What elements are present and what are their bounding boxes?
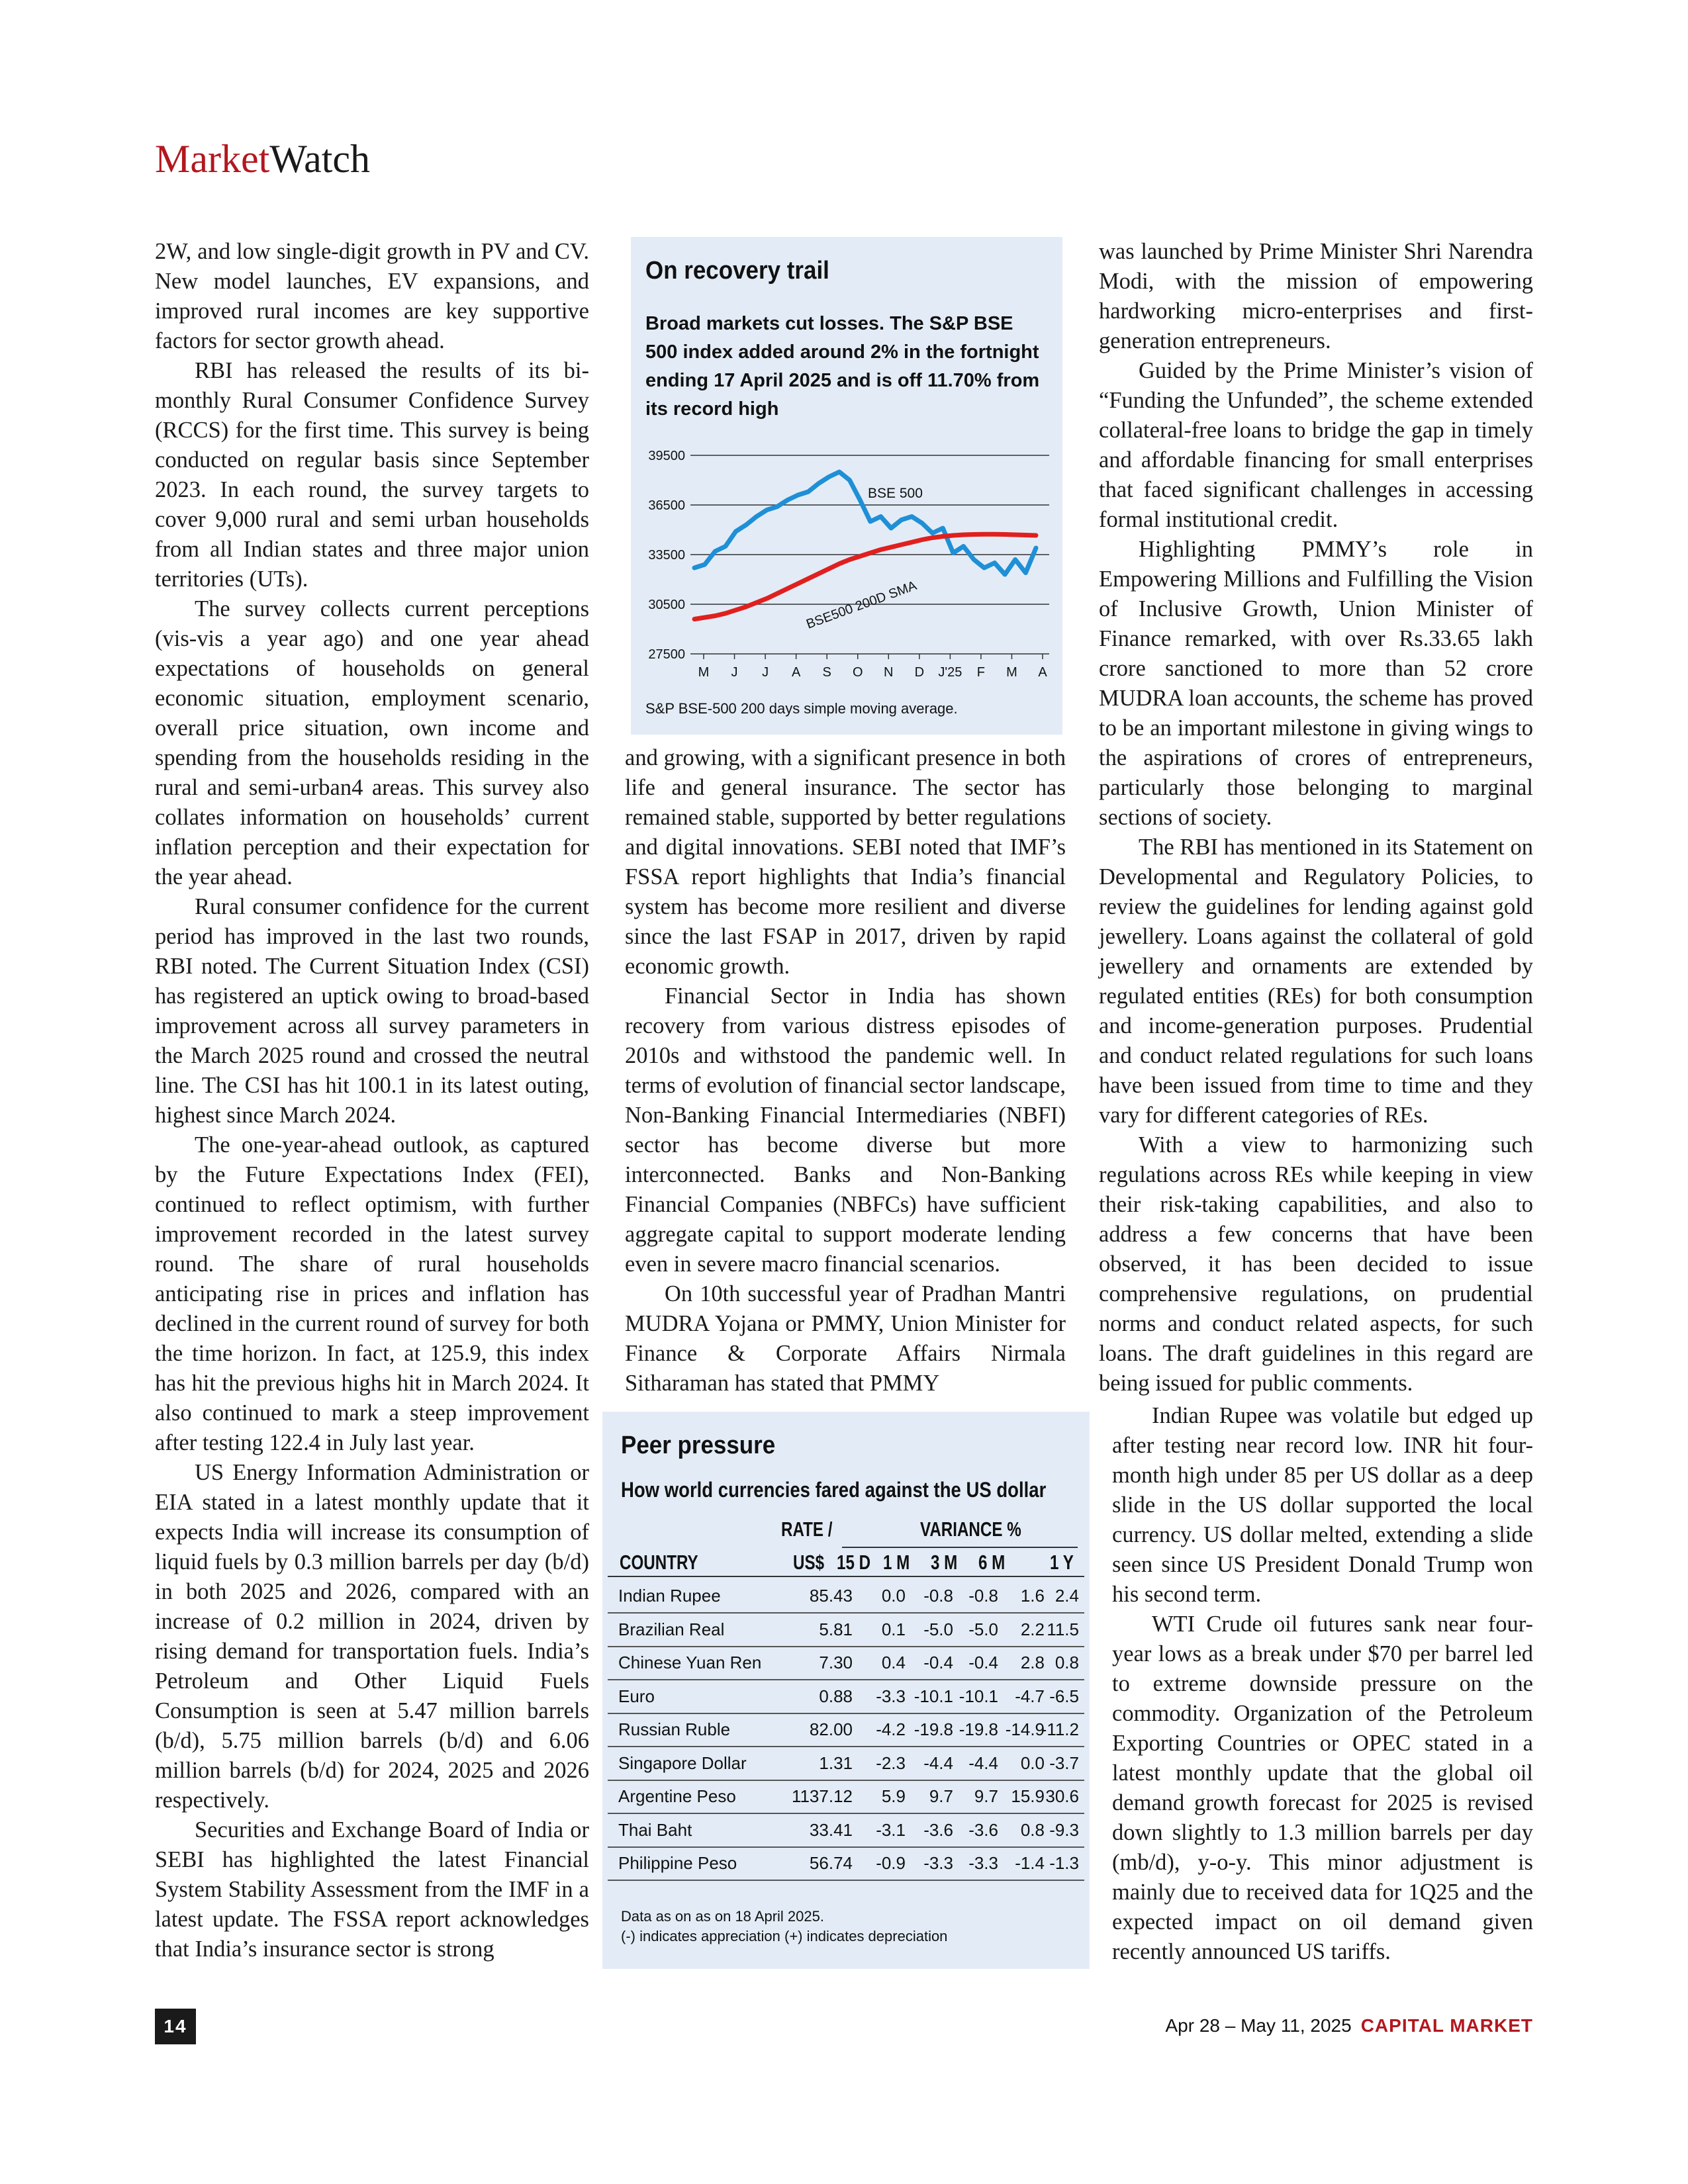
table-row	[608, 1680, 1084, 1714]
article-column-1	[155, 237, 589, 1964]
header-rule	[842, 1547, 1078, 1548]
col-header-1m: 1 M	[883, 1551, 910, 1574]
x-tick-label: J	[731, 665, 738, 680]
header-variance: VARIANCE %	[920, 1518, 1021, 1541]
cell-value: 0.88	[819, 1686, 853, 1706]
y-tick-label: 27500	[648, 647, 685, 662]
cell-value: -3.1	[876, 1819, 906, 1840]
cell-country: Argentine Peso	[618, 1786, 736, 1806]
cell-value: -11.2	[1041, 1719, 1079, 1739]
cell-country: Indian Rupee	[618, 1586, 721, 1606]
currency-table-box	[602, 1412, 1090, 1969]
cell-value: -10.1	[959, 1686, 998, 1706]
cell-value: 82.00	[809, 1719, 853, 1739]
cell-value: -9.3	[1049, 1819, 1079, 1840]
col-header-15d: 15 D	[837, 1551, 871, 1574]
x-tick-label: A	[1038, 665, 1047, 680]
cell-value: 2.2	[1020, 1619, 1045, 1639]
paragraph: Indian Rupee was volatile but edged up after testing near record low. INR hit four-month high under 85 per US dollar as a deep slide in the US dollar supported the local currency. US dollar melted, extending a slide seen since US President Donald Trump won his second term.	[1112, 1403, 1533, 1607]
paragraph: Rural consumer confidence for the current period has improved in the last two rounds, RBI noted. The Current Situation Index (CSI) has registered an uptick owing to broad-based improvement across all survey parameters in the March 2025 round and crossed the neutral line. The CSI has hit 100.1 in its latest outing, highest since March 2024.	[155, 894, 589, 1128]
cell-value: 15.9	[1011, 1786, 1045, 1806]
paragraph: 2W, and low single-digit growth in PV and CV. New model launches, EV expansions, and improved rural incomes are key supportive factors for sector growth ahead.	[155, 239, 589, 353]
cell-value: 1.31	[819, 1752, 853, 1773]
cell-value: -3.3	[968, 1853, 998, 1873]
cell-value: 30.6	[1045, 1786, 1079, 1806]
cell-value: 2.4	[1055, 1586, 1079, 1606]
col-header-country: COUNTRY	[620, 1551, 698, 1574]
table-row	[608, 1713, 1084, 1747]
paragraph: and growing, with a significant presence in both life and general insurance. The sector has remained stable, supported by better regulations and digital innovations. SEBI noted that IMF’s FSSA report highlights that India’s financial system has become more resilient and diverse since the last FSAP in 2017, driven by rapid economic growth.	[625, 745, 1066, 979]
table-row	[608, 1813, 1084, 1848]
col-header-6m: 6 M	[978, 1551, 1006, 1574]
cell-value: -3.6	[923, 1819, 953, 1840]
y-tick-label: 39500	[648, 449, 685, 463]
col-header-1y: 1 Y	[1050, 1551, 1074, 1574]
cell-value: -4.2	[876, 1719, 906, 1739]
cell-value: -2.3	[876, 1752, 906, 1773]
x-tick-label: O	[852, 665, 863, 680]
cell-value: 9.7	[974, 1786, 998, 1806]
table-row	[608, 1613, 1084, 1647]
x-tick-label: M	[1006, 665, 1017, 680]
chart-subtitle: Broad markets cut losses. The S&P BSE 500 index added around 2% in the fortnight ending 17 April 2025 and is off 11.70% from its record high	[645, 313, 1040, 420]
paragraph: Securities and Exchange Board of India or SEBI has highlighted the latest Financial System Stability Assessment from the IMF in a latest update. The FSSA report acknowledges that India’s insurance sector is strong	[155, 1817, 589, 1962]
paragraph: The one-year-ahead outlook, as captured by the Future Expectations Index (FEI), continued to reflect optimism, with further improvement recorded in the latest survey round. The share of rural households anticipating rise in prices and inflation has declined in the current round of survey for both the time horizon. In fact, at 125.9, this index has hit the previous highs hit in March 2024. It also continued to mark a steep improvement after testing 122.4 in July last year.	[155, 1132, 589, 1455]
paragraph: Highlighting PMMY’s role in Empowering Millions and Fulfilling the Vision of Inclusive Growth, Union Minister of Finance remarked, with over Rs.33.65 lakh crore sanctioned to more than 52 crore MUDRA loan accounts, the scheme has proved to be an important milestone in giving wings to the aspirations of crores of entrepreneurs, particularly those belonging to marginal sections of society.	[1099, 537, 1533, 830]
cell-value: 2.8	[1020, 1653, 1045, 1672]
paragraph: US Energy Information Administration or EIA stated in a latest monthly update that it expects India will increase its consumption of liquid fuels by 0.3 million barrels per day (b/d) in both 2025 and 2026, compared with an increase of 0.2 million in 2024, driven by rising demand for transportation fuels. India’s Petroleum and Other Liquid Fuels Consumption is seen at 5.47 million barrels (b/d), 5.75 million barrels (b/d) and 6.06 million barrels (b/d) for 2024, 2025 and 2026 respectively.	[155, 1460, 589, 1813]
bse500-line-chart	[631, 435, 1062, 700]
cell-value: 0.4	[881, 1653, 906, 1672]
x-tick-label: J	[762, 665, 769, 680]
col-header-3m: 3 M	[931, 1551, 958, 1574]
section-brand-watch: Watch	[269, 137, 371, 181]
x-tick-label: A	[791, 665, 801, 680]
table-row	[608, 1579, 1084, 1614]
paragraph: On 10th successful year of Pradhan Mantri MUDRA Yojana or PMMY, Union Minister for Finance & Corporate Affairs Nirmala Sitharaman has stated that PMMY	[625, 1281, 1066, 1396]
cell-value: -0.8	[923, 1586, 953, 1606]
x-tick-label: M	[698, 665, 710, 680]
y-tick-label: 30500	[648, 598, 685, 612]
y-tick-label: 36500	[648, 498, 685, 513]
cell-country: Thai Baht	[618, 1819, 692, 1840]
cell-value: 33.41	[809, 1819, 853, 1840]
chart-note: S&P BSE-500 200 days simple moving average.	[645, 700, 958, 717]
section-brand-market: Market	[155, 137, 270, 181]
section-header	[155, 139, 370, 179]
cell-value: 5.81	[819, 1619, 853, 1639]
table-subtitle: How world currencies fared against the US dollar	[621, 1478, 1047, 1502]
cell-value: -19.8	[959, 1719, 998, 1739]
table-row	[608, 1747, 1084, 1781]
cell-value: 1.6	[1020, 1586, 1045, 1606]
cell-value: -0.4	[968, 1653, 998, 1672]
cell-country: Brazilian Real	[618, 1619, 725, 1639]
magazine-name: CAPITAL MARKET	[1360, 2015, 1533, 2036]
cell-value: -0.4	[923, 1653, 953, 1672]
cell-value: -3.7	[1049, 1752, 1079, 1773]
cell-value: 7.30	[819, 1653, 853, 1672]
paragraph: WTI Crude oil futures sank near four-year lows as a break under $70 per barrel led to extreme downside pressure on the commodity. Organization of the Petroleum Exporting Countries or OPEC stated in a latest monthly update that the global oil demand growth forecast for 2025 is revised down slightly to 1.3 million barrels per day (mb/d), y-o-y. This minor adjustment is mainly due to received data for 1Q25 and the expected impact on oil demand given recently announced US tariffs.	[1112, 1612, 1533, 1964]
chart-title: On recovery trail	[645, 257, 829, 285]
cell-value: 0.8	[1055, 1653, 1079, 1672]
cell-value: -4.7	[1015, 1686, 1045, 1706]
cell-value: -10.1	[914, 1686, 953, 1706]
cell-value: -19.8	[914, 1719, 953, 1739]
article-column-3	[1099, 237, 1533, 1398]
cell-country: Chinese Yuan Ren	[618, 1653, 762, 1672]
paragraph: Guided by the Prime Minister’s vision of “Funding the Unfunded”, the scheme extended collateral-free loans to bridge the gap in timely and affordable financing for small enterprises that faced significant challenges in accessing formal institutional credit.	[1099, 358, 1533, 532]
cell-value: -14.9	[1005, 1719, 1045, 1739]
issue-date: Apr 28 – May 11, 2025	[1165, 2015, 1352, 2036]
header-bottom-rule	[608, 1576, 1084, 1577]
cell-value: -1.3	[1049, 1853, 1079, 1873]
cell-value: -4.4	[923, 1752, 953, 1773]
table-header	[602, 1511, 1090, 1577]
cell-value: -5.0	[923, 1619, 953, 1639]
table-title: Peer pressure	[621, 1432, 776, 1459]
cell-value: 0.0	[1020, 1752, 1045, 1773]
cell-value: -0.8	[968, 1586, 998, 1606]
paragraph: was launched by Prime Minister Shri Narendra Modi, with the mission of empowering hardworking micro-enterprises and first-generation entrepreneurs.	[1099, 239, 1533, 353]
table-row	[608, 1780, 1084, 1814]
x-tick-label: N	[884, 665, 894, 680]
cell-value: -3.3	[876, 1686, 906, 1706]
cell-value: 85.43	[809, 1586, 853, 1606]
paragraph: The RBI has mentioned in its Statement on Developmental and Regulatory Policies, to review the guidelines for lending against gold jewellery. Loans against the collateral of gold jewellery and ornaments are extended by regulated entities (REs) for both consumption and income-generation purposes. Prudential and conduct related regulations for such loans have been issued from time to time and they vary for different categories of REs.	[1099, 835, 1533, 1128]
paragraph: With a view to harmonizing such regulations across REs while keeping in view their risk-taking capabilities, and also to address a few concerns that have been observed, it has been decided to issue comprehensive regulations, on prudential norms and conduct related aspects, for such loans. The draft guidelines in this regard are being issued for public comments.	[1099, 1132, 1533, 1396]
cell-country: Euro	[618, 1686, 655, 1706]
cell-value: -6.5	[1049, 1686, 1079, 1706]
cell-value: 1137.12	[791, 1786, 853, 1806]
article-column-2	[625, 743, 1066, 1398]
page-footer	[1165, 2015, 1533, 2036]
table-footnote-legend: (-) indicates appreciation (+) indicates depreciation	[621, 1928, 948, 1944]
cell-value: 9.7	[929, 1786, 953, 1806]
cell-country: Singapore Dollar	[618, 1752, 747, 1773]
header-rate: RATE /	[781, 1518, 833, 1541]
x-tick-label: F	[976, 665, 986, 680]
page-number: 14	[155, 2009, 196, 2044]
cell-value: 0.1	[881, 1619, 906, 1639]
cell-value: -5.0	[968, 1619, 998, 1639]
paragraph: RBI has released the results of its bi-monthly Rural Consumer Confidence Survey (RCCS) for the first time. This survey is being conducted on regular basis since September 2023. In each round, the survey targets to cover 9,000 rural and semi urban households from all Indian states and three major union territories (UTs).	[155, 358, 589, 592]
cell-value: 0.8	[1020, 1819, 1045, 1840]
paragraph: The survey collects current perceptions (vis-vis a year ago) and one year ahead expectations of households on general economic situation, employment scenario, overall price situation, own income and spending from the households residing in the rural and semi-urban4 areas. This survey also collates information on households’ current inflation perception and their expectation for the year ahead.	[155, 596, 589, 889]
table-row	[608, 1846, 1084, 1881]
cell-value: -4.4	[968, 1752, 998, 1773]
table-footnote	[621, 1907, 947, 1946]
table-row	[608, 1646, 1084, 1680]
y-tick-label: 33500	[648, 548, 685, 563]
cell-value: -0.9	[876, 1853, 906, 1873]
series-label-sma: BSE500 200D SMA	[804, 578, 919, 632]
series-label-bse500: BSE 500	[868, 486, 923, 501]
cell-value: 0.0	[881, 1586, 906, 1606]
chart-box	[631, 237, 1062, 735]
x-tick-label: D	[914, 665, 925, 680]
article-column-3-lower	[1112, 1401, 1533, 1967]
cell-value: -3.3	[923, 1853, 953, 1873]
x-tick-label: J'25	[938, 665, 962, 680]
bse500-series-line	[694, 472, 1036, 574]
cell-value: 56.74	[809, 1853, 853, 1873]
paragraph: Financial Sector in India has shown recovery from various distress episodes of 2010s and withstood the pandemic well. In terms of evolution of financial sector landscape, Non-Banking Financial Intermediaries (NBFI) sector has become diverse but more interconnected. Banks and Non-Banking Financial Companies (NBFCs) have sufficient aggregate capital to support moderate lending even in severe macro financial scenarios.	[625, 983, 1066, 1277]
cell-value: 11.5	[1047, 1619, 1079, 1639]
cell-value: 5.9	[881, 1786, 906, 1806]
cell-value: -3.6	[968, 1819, 998, 1840]
col-header-usd: US$	[793, 1551, 825, 1574]
table-footnote-date: Data as on as on 18 April 2025.	[621, 1908, 824, 1925]
x-tick-label: S	[822, 665, 831, 680]
cell-country: Russian Ruble	[618, 1719, 731, 1739]
cell-country: Philippine Peso	[618, 1853, 737, 1873]
cell-value: -1.4	[1015, 1853, 1045, 1873]
